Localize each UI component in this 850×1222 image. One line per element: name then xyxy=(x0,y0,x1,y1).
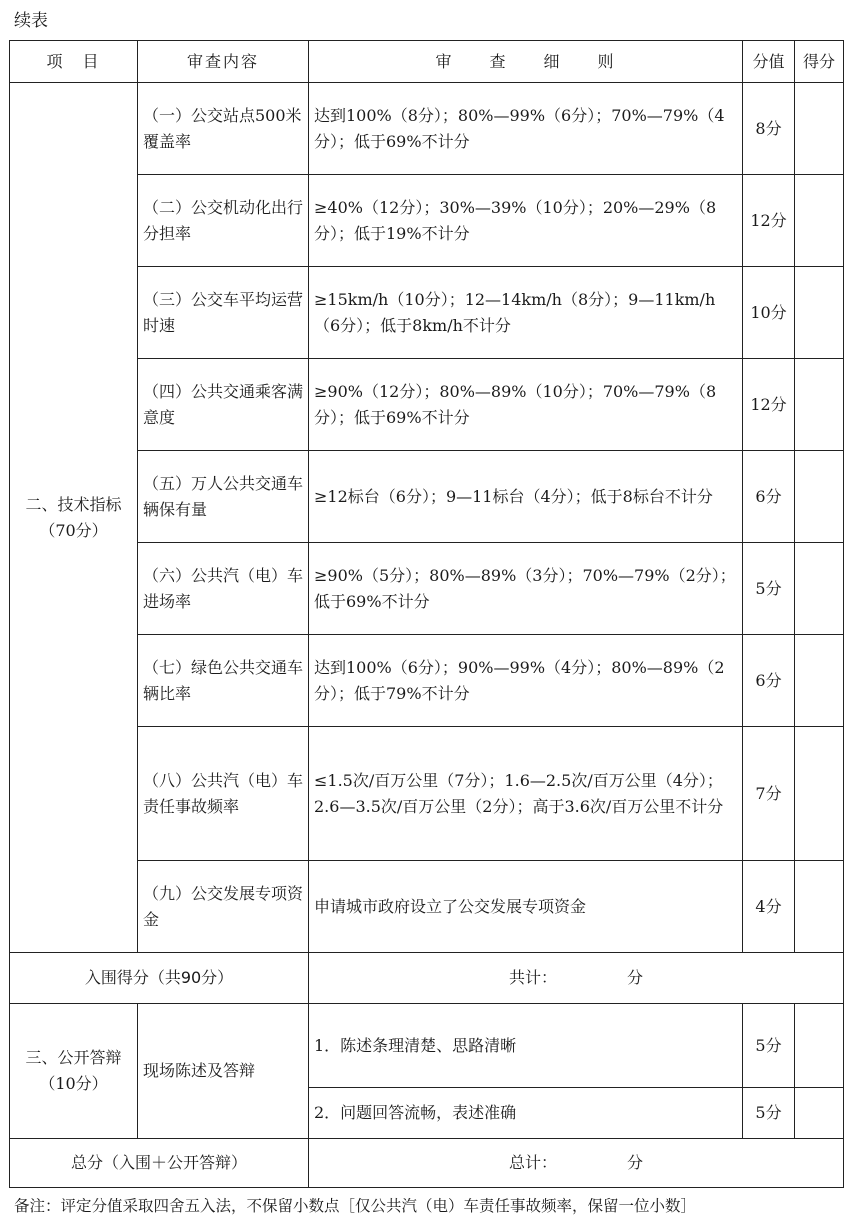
row-score: 6分 xyxy=(743,635,795,727)
row-got xyxy=(795,267,844,359)
grand-total-row xyxy=(10,1139,844,1188)
section2-cell xyxy=(10,83,138,953)
row-content: （九）公交发展专项资金 xyxy=(138,861,309,953)
table-note: 备注：评定分值采取四舍五入法，不保留小数点［仅公共汽（电）车责任事故频率，保留一位小数］ xyxy=(14,1197,697,1215)
row-score: 5分 xyxy=(743,543,795,635)
row-score: 10分 xyxy=(743,267,795,359)
row-content: （六）公共汽（电）车进场率 xyxy=(138,543,309,635)
section2-title: 二、技术指标 xyxy=(25,494,122,514)
header-content: 审查内容 xyxy=(138,41,309,83)
section3-points: （10分） xyxy=(39,1074,108,1093)
section3-title: 三、公开答辩 xyxy=(25,1048,122,1067)
grand-total xyxy=(309,1139,844,1188)
row-content: （四）公共交通乘客满意度 xyxy=(138,359,309,451)
header-item: 项 目 xyxy=(10,41,138,83)
subtotal-total xyxy=(309,953,844,1004)
row-content: （八）公共汽（电）车责任事故频率 xyxy=(138,727,309,861)
row-detail: ≥15km/h（10分）；12—14km/h（8分）；9—11km/h（6分）；低于8km/h不计分 xyxy=(309,267,743,359)
header-detail: 审 查 细 则 xyxy=(309,41,743,83)
section2-points: （70分） xyxy=(39,520,108,540)
row-got xyxy=(795,83,844,175)
row-got xyxy=(795,727,844,861)
row-detail: ≥12标台（6分）；9—11标台（4分）；低于8标台不计分 xyxy=(309,451,743,543)
row-score: 12分 xyxy=(743,175,795,267)
row-got xyxy=(795,451,844,543)
row-score: 5分 xyxy=(743,1004,795,1088)
grand-total-label-text: 总计： xyxy=(508,1153,557,1172)
subtotal-row xyxy=(10,953,844,1004)
row-detail: 2．问题回答流畅，表述准确 xyxy=(309,1088,743,1139)
row-content: （七）绿色公共交通车辆比率 xyxy=(138,635,309,727)
row-detail: 达到100%（6分）；90%—99%（4分）；80%—89%（2分）；低于79%不计分 xyxy=(309,635,743,727)
section3-content: 现场陈述及答辩 xyxy=(138,1004,309,1139)
row-got xyxy=(795,175,844,267)
row-got xyxy=(795,1004,844,1088)
header-row xyxy=(10,41,844,83)
table-caption: 续表 xyxy=(14,11,48,31)
row-score: 5分 xyxy=(743,1088,795,1139)
row-got xyxy=(795,635,844,727)
grand-total-unit: 分 xyxy=(627,1153,644,1172)
section3-cell xyxy=(10,1004,138,1139)
row-content: （五）万人公共交通车辆保有量 xyxy=(138,451,309,543)
row-detail: ≤1.5次/百万公里（7分）；1.6—2.5次/百万公里（4分）；2.6—3.5次/百万公里（2分）；高于3.6次/百万公里不计分 xyxy=(309,727,743,861)
row-got xyxy=(795,861,844,953)
row-detail: ≥90%（5分）；80%—89%（3分）；70%—79%（2分）；低于69%不计分 xyxy=(309,543,743,635)
row-content: （三）公交车平均运营时速 xyxy=(138,267,309,359)
grand-total-label: 总分（入围＋公开答辩） xyxy=(10,1139,309,1188)
subtotal-label: 入围得分（共90分） xyxy=(10,953,309,1004)
row-score: 8分 xyxy=(743,83,795,175)
row-score: 12分 xyxy=(743,359,795,451)
row-got xyxy=(795,543,844,635)
row-score: 4分 xyxy=(743,861,795,953)
row-detail: 申请城市政府设立了公交发展专项资金 xyxy=(309,861,743,953)
row-detail: ≥90%（12分）；80%—89%（10分）；70%—79%（8分）；低于69%不计分 xyxy=(309,359,743,451)
row-got xyxy=(795,1088,844,1139)
row-got xyxy=(795,359,844,451)
row-detail: ≥40%（12分）；30%—39%（10分）；20%—29%（8分）；低于19%不计分 xyxy=(309,175,743,267)
row-content: （二）公交机动化出行分担率 xyxy=(138,175,309,267)
table-row xyxy=(10,1004,844,1088)
row-detail: 达到100%（8分）；80%—99%（6分）；70%—79%（4分）；低于69%不计分 xyxy=(309,83,743,175)
review-criteria-table xyxy=(9,40,844,1188)
row-score: 6分 xyxy=(743,451,795,543)
table-row xyxy=(10,83,844,175)
subtotal-unit: 分 xyxy=(627,968,644,987)
row-score: 7分 xyxy=(743,727,795,861)
header-got: 得分 xyxy=(795,41,844,83)
header-score: 分值 xyxy=(743,41,795,83)
row-detail: 1．陈述条理清楚、思路清晰 xyxy=(309,1004,743,1088)
subtotal-total-label: 共计： xyxy=(508,968,557,987)
row-content: （一）公交站点500米覆盖率 xyxy=(138,83,309,175)
